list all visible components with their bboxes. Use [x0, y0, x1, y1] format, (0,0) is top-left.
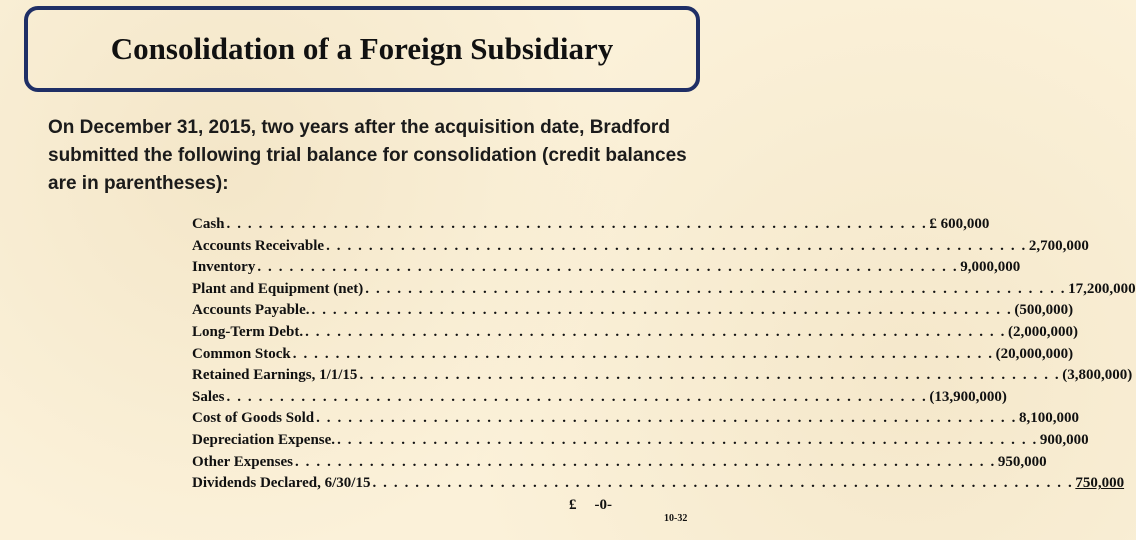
account-amount: 950,000	[997, 453, 1047, 470]
tb-row-cash	[192, 214, 990, 236]
leader-dots: . . . . . . . . . . . . . . . . . . . . . . . . . . . . . . . . . . . . . . . . . . . . . . . . . . . . . . . . . . . . . . . . . .	[365, 280, 1067, 297]
tb-row-accounts-payable	[192, 300, 1074, 322]
leader-dots: . . . . . . . . . . . . . . . . . . . . . . . . . . . . . . . . . . . . . . . . . . . . . . . . . . . . . . . . . . . . . . . . . .	[311, 302, 1013, 319]
account-name: Plant and Equipment (net)	[192, 280, 364, 297]
account-amount: (13,900,000)	[929, 388, 1007, 405]
tb-row-common-stock	[192, 344, 1074, 366]
slide-number: 10-32	[664, 513, 688, 524]
total-currency: £	[569, 496, 577, 513]
account-amount: (20,000,000)	[995, 345, 1074, 362]
tb-row-sales	[192, 387, 1007, 409]
tb-row-depreciation-expense	[192, 430, 1089, 452]
account-name: Long-Term Debt.	[192, 323, 304, 340]
trial-balance	[192, 214, 1136, 516]
account-amount: 2,700,000	[1028, 237, 1089, 254]
tb-row-long-term-debt	[192, 322, 1078, 344]
leader-dots: . . . . . . . . . . . . . . . . . . . . . . . . . . . . . . . . . . . . . . . . . . . . . . . . . . . . . . . . . . . . . . . . . .	[292, 345, 994, 362]
account-amount: (2,000,000)	[1007, 323, 1078, 340]
account-amount: 900,000	[1039, 431, 1089, 448]
tb-row-accounts-receivable	[192, 236, 1089, 258]
tb-row-plant-equipment	[192, 279, 1136, 301]
total-amount: -0-	[594, 496, 612, 513]
account-amount: (3,800,000)	[1062, 367, 1133, 384]
account-amount: 9,000,000	[960, 259, 1021, 276]
title-box	[24, 6, 700, 92]
tb-row-retained-earnings	[192, 365, 1133, 387]
leader-dots: . . . . . . . . . . . . . . . . . . . . . . . . . . . . . . . . . . . . . . . . . . . . . . . . . . . . . . . . . . . . . . . . . .	[337, 431, 1038, 448]
tb-row-dividends-declared	[192, 473, 1125, 495]
account-name: Other Expenses	[192, 453, 293, 470]
leader-dots: . . . . . . . . . . . . . . . . . . . . . . . . . . . . . . . . . . . . . . . . . . . . . . . . . . . . . . . . . . . . . . . . . .	[294, 453, 996, 470]
account-name: Cash	[192, 216, 225, 232]
account-amount: 8,100,000	[1018, 410, 1079, 427]
account-name: Inventory	[192, 259, 256, 276]
account-name: Cost of Goods Sold	[192, 410, 315, 427]
leader-dots: . . . . . . . . . . . . . . . . . . . . . . . . . . . . . . . . . . . . . . . . . . . . . . . . . . . . . . . . . . . . . . . . . .	[305, 323, 1006, 340]
leader-dots: . . . . . . . . . . . . . . . . . . . . . . . . . . . . . . . . . . . . . . . . . . . . . . . . . . . . . . . . . . . . . . . . . .	[326, 237, 1027, 254]
intro-paragraph: On December 31, 2015, two years after the acquisition date, Bradford submitted the following trial balance for consolidation (credit balances are in parentheses):	[48, 117, 687, 194]
account-name: Retained Earnings, 1/1/15	[192, 367, 358, 384]
leader-dots: . . . . . . . . . . . . . . . . . . . . . . . . . . . . . . . . . . . . . . . . . . . . . . . . . . . . . . . . . . . . . . . . . .	[359, 367, 1061, 384]
account-name: Common Stock	[192, 345, 291, 362]
account-name: Accounts Payable.	[192, 302, 310, 319]
tb-row-cost-of-goods-sold	[192, 408, 1079, 430]
leader-dots: . . . . . . . . . . . . . . . . . . . . . . . . . . . . . . . . . . . . . . . . . . . . . . . . . . . . . . . . . . . . . . . . . .	[257, 259, 959, 276]
tb-row-other-expenses	[192, 452, 1047, 474]
tb-row-inventory	[192, 257, 1021, 279]
account-name: Sales	[192, 388, 225, 405]
leader-dots: . . . . . . . . . . . . . . . . . . . . . . . . . . . . . . . . . . . . . . . . . . . . . . . . . . . . . . . . . . . . . . . . . .	[372, 475, 1074, 492]
account-amount: 750,000	[1075, 475, 1125, 492]
leader-dots: . . . . . . . . . . . . . . . . . . . . . . . . . . . . . . . . . . . . . . . . . . . . . . . . . . . . . . . . . . . . . . . . . .	[226, 388, 928, 405]
leader-dots: . . . . . . . . . . . . . . . . . . . . . . . . . . . . . . . . . . . . . . . . . . . . . . . . . . . . . . . . . . . . . . . . . .	[316, 410, 1017, 427]
leader-dots: . . . . . . . . . . . . . . . . . . . . . . . . . . . . . . . . . . . . . . . . . . . . . . . . . . . . . . . . . . . . . . . . . .	[226, 216, 928, 232]
account-name: Accounts Receivable	[192, 237, 325, 254]
account-amount: 17,200,000	[1068, 280, 1136, 297]
account-amount: (500,000)	[1014, 302, 1074, 319]
account-name: Depreciation Expense.	[192, 431, 336, 448]
account-name: Dividends Declared, 6/30/15	[192, 475, 371, 492]
tb-total-row	[192, 495, 612, 517]
account-amount: £ 600,000	[929, 216, 990, 232]
slide-title: Consolidation of a Foreign Subsidiary	[110, 31, 614, 66]
